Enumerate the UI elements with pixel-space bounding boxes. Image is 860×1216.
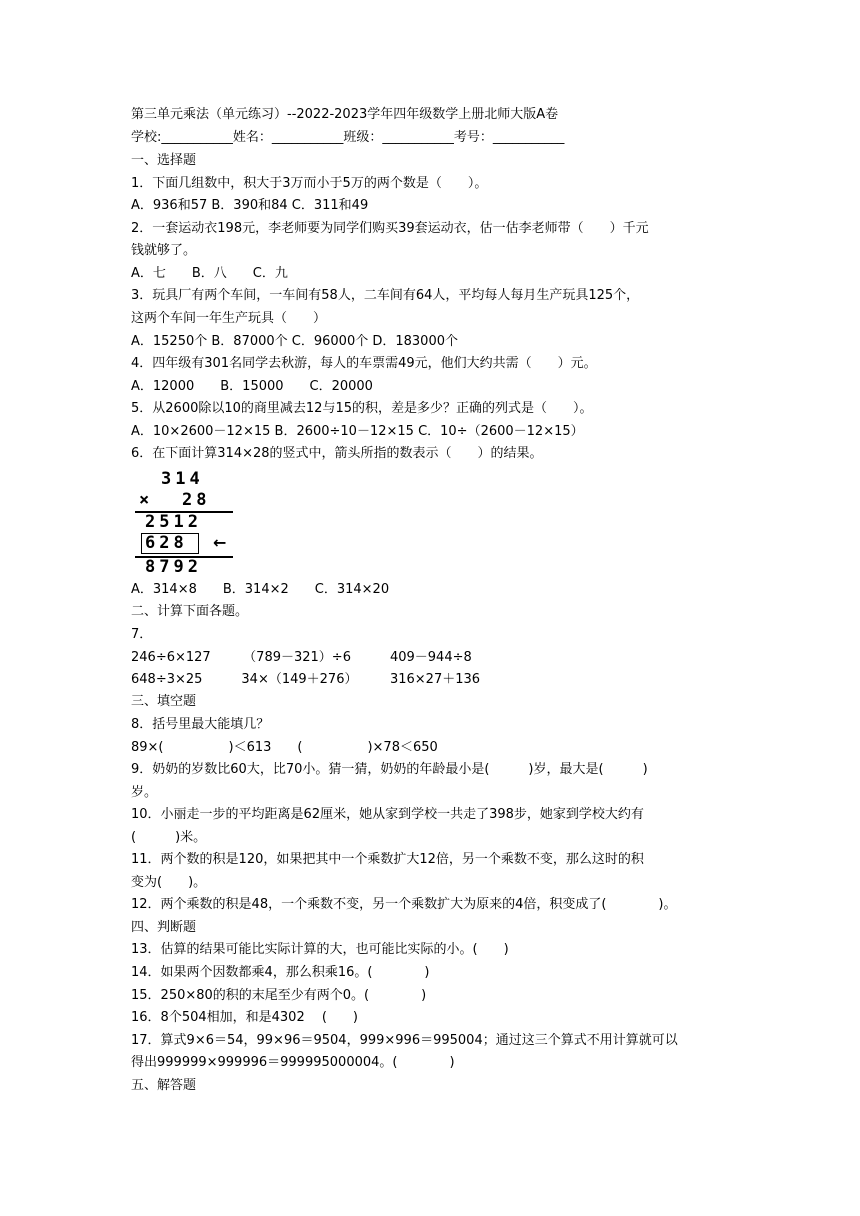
times-sign: × <box>139 490 154 510</box>
question-11-cont: 变为( )。 <box>131 875 207 890</box>
multiplicand: 314 <box>161 469 204 489</box>
multiplier: 28 <box>182 490 211 510</box>
question-17-cont: 得出999999×999996＝999995000004。( ) <box>131 1055 455 1070</box>
question-5-options: A．10×2600－12×15 B．2600÷10－12×15 C．10÷（2600－12×15） <box>131 424 584 439</box>
question-17: 17．算式9×6＝54，99×96＝9504，999×996＝995004；通过这三个算式不用计算就可以 <box>131 1033 678 1048</box>
question-5: 5．从2600除以10的商里减去12与15的积，差是多少？正确的列式是（ ）。 <box>131 401 593 416</box>
question-6-options: A．314×8 B．314×2 C．314×20 <box>131 582 390 597</box>
worksheet-title: 第三单元乘法（单元练习）--2022-2023学年四年级数学上册北师大版A卷 <box>131 107 559 122</box>
question-4: 4．四年级有301名同学去秋游，每人的车票需49元，他们大约共需（ ）元。 <box>131 356 597 371</box>
question-1: 1．下面几组数中，积大于3万而小于5万的两个数是（ ）。 <box>131 176 488 191</box>
arrow-icon: ← <box>213 533 227 552</box>
question-3-options: A．15250个 B．87000个 C．96000个 D．183000个 <box>131 334 458 349</box>
question-10: 10．小丽走一步的平均距离是62厘米，她从家到学校一共走了398步，她家到学校大约有 <box>131 807 644 822</box>
question-10-cont: ( )米。 <box>131 830 207 845</box>
question-13: 13．估算的结果可能比实际计算的大，也可能比实际的小。( ) <box>131 942 509 957</box>
section-heading: 三、填空题 <box>131 694 197 709</box>
question-11: 11．两个数的积是120，如果把其中一个乘数扩大12倍，另一个乘数不变，那么这时的积 <box>131 852 644 867</box>
section-heading: 四、判断题 <box>131 920 197 935</box>
final-product: 8792 <box>145 557 202 577</box>
question-8: 8．括号里最大能填几？ <box>131 717 270 732</box>
question-6: 6．在下面计算314×28的竖式中，箭头所指的数表示（ ）的结果。 <box>131 446 543 461</box>
question-16: 16．8个504相加，和是4302 ( ) <box>131 1010 358 1025</box>
question-1-options: A．936和57 B．390和84 C．311和49 <box>131 198 369 213</box>
question-3: 3．玩具厂有两个车间，一车间有58人，二车间有64人，平均每人每月生产玩具125个， <box>131 288 640 303</box>
student-info-line: 学校:___________姓名：___________班级：___________考号：___________ <box>131 130 565 145</box>
question-3-cont: 这两个车间一年生产玩具（ ） <box>131 311 327 326</box>
partial-product-1: 2512 <box>145 512 202 532</box>
question-12: 12．两个乘数的积是48，一个乘数不变，另一个乘数扩大为原来的4倍，积变成了( )。 <box>131 897 677 912</box>
question-7: 7． <box>131 627 153 642</box>
question-7-row-1: 246÷6×127 （789－321）÷6 409－944÷8 <box>131 650 472 665</box>
question-9-cont: 岁。 <box>131 785 158 800</box>
question-9: 9．奶奶的岁数比60大，比70小。猜一猜，奶奶的年龄最小是( )岁，最大是( ) <box>131 762 648 777</box>
question-8-blanks: 89×( )＜613 ( )×78＜650 <box>131 740 438 755</box>
question-2: 2．一套运动衣198元，李老师要为同学们购买39套运动衣，估一估李老师带（ ）千元 <box>131 221 649 236</box>
question-4-options: A．12000 B．15000 C．20000 <box>131 379 373 394</box>
section-heading: 二、计算下面各题。 <box>131 604 249 619</box>
question-2-cont: 钱就够了。 <box>131 243 197 258</box>
section-heading: 五、解答题 <box>131 1078 197 1093</box>
question-14: 14．如果两个因数都乘4，那么积乘16。( ) <box>131 965 430 980</box>
partial-product-2: 628 <box>145 533 188 553</box>
question-2-options: A．七 B．八 C．九 <box>131 266 288 281</box>
question-15: 15．250×80的积的末尾至少有两个0。( ) <box>131 988 427 1003</box>
vertical-multiplication <box>131 470 241 578</box>
section-heading: 一、选择题 <box>131 153 197 168</box>
question-7-row-2: 648÷3×25 34×（149＋276） 316×27＋136 <box>131 672 481 687</box>
